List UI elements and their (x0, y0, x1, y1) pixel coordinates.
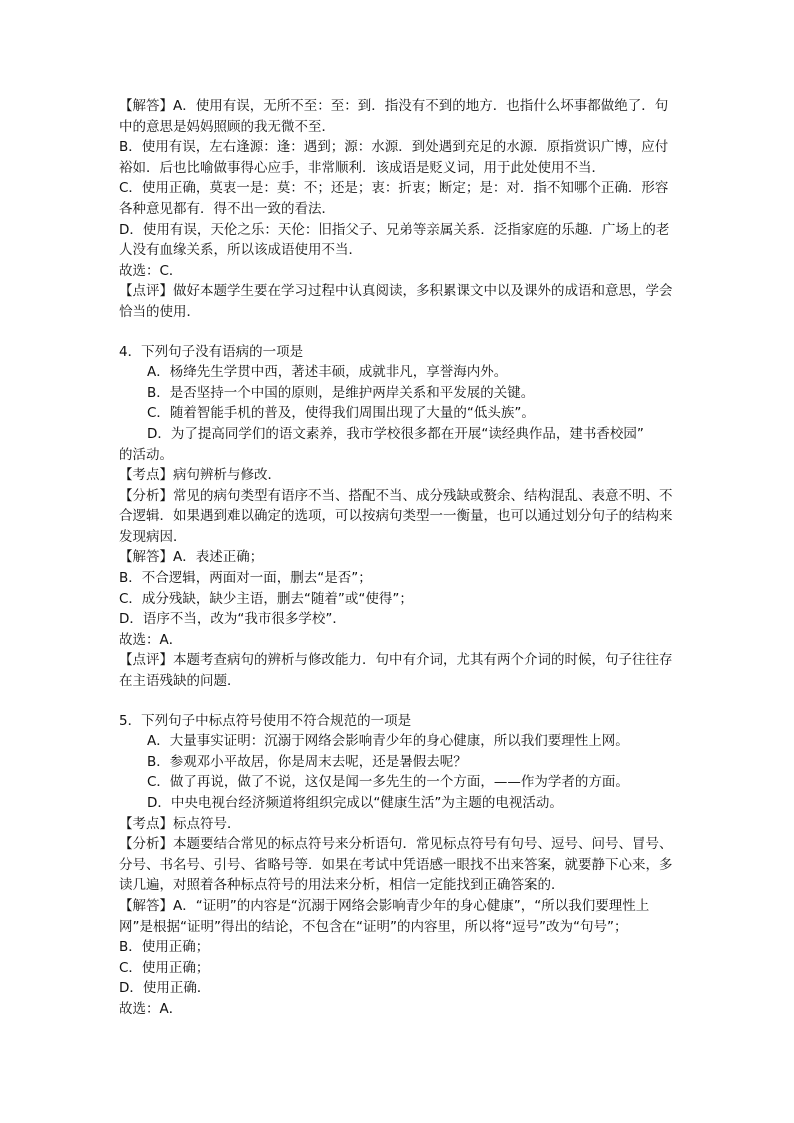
q3-choice: 故选：C． (119, 262, 183, 279)
q5-analysis: 【分析】本题要结合常见的标点符号来分析语句．常见标点符号有句号、逗号、问号、冒号、分号、书名号、引号、省略号等．如果在考试中凭语感一眼找不出来答案，就要静下心来，多读几遍，对照着各种标点符号的用法来分析，相信一定能找到正确答案的． (119, 836, 673, 894)
q5-answer-b: B．使用正确； (119, 939, 210, 956)
q4-point: 【考点】病句辨析与修改． (119, 467, 281, 484)
q4-option-b: B．是否坚持一个中国的原则，是维护两岸关系和平发展的关键。 (147, 384, 535, 401)
q5-stem: 5．下列句子中标点符号使用不符合规范的一项是 (119, 712, 412, 729)
q5-choice: 故选：A． (119, 1000, 183, 1017)
section-gap (119, 323, 679, 342)
q4-stem: 4．下列句子没有语病的一项是 (119, 343, 304, 360)
q3-answer-d: D．使用有误，天伦之乐：天伦：旧指父子、兄弟等亲属关系．泛指家庭的乐趣．广场上的老人没有血缘关系，所以该成语使用不当． (119, 221, 670, 259)
q4-answer-b: B．不合逻辑，两面对一面，删去“是否”； (119, 570, 372, 587)
q4-analysis: 【分析】常见的病句类型有语序不当、搭配不当、成分残缺或赘余、结构混乱、表意不明、不合逻辑．如果遇到难以确定的选项，可以按病句类型一一衡量，也可以通过划分句子的结构来发现病因． (119, 487, 673, 545)
q4-option-d-continuation: 的活动。 (119, 446, 173, 463)
q4-answer-c: C．成分残缺，缺少主语，删去“随着”或“使得”； (119, 590, 413, 607)
q5-option-c: C．做了再说，做了不说，这仅是闻一多先生的一个方面，——作为学者的方面。 (147, 774, 629, 791)
q4-answer-d: D．语序不当，改为“我市很多学校”． (119, 611, 346, 628)
q4-answer-a: 【解答】A．表述正确； (119, 549, 264, 566)
q3-answer-a: 【解答】A．使用有误，无所不至：至：到．指没有不到的地方．也指什么坏事都做绝了．句中的意思是妈妈照顾的我无微不至． (119, 98, 669, 135)
q5-option-a: A．大量事实证明：沉溺于网络会影响青少年的身心健康，所以我们要理性上网。 (147, 733, 629, 750)
q4-choice: 故选：A． (119, 631, 183, 648)
q5-answer-d: D．使用正确． (119, 980, 211, 997)
q5-option-d: D．中央电视台经济频道将组织完成以“健康生活”为主题的电视活动。 (147, 795, 563, 811)
document-page (119, 96, 679, 1020)
q4-comment: 【点评】本题考查病句的辨析与修改能力．句中有介词，尤其有两个介词的时候，句子往往存在主语残缺的问题． (119, 652, 673, 690)
q5-answer-c: C．使用正确； (119, 959, 210, 976)
q5-answer-a: 【解答】A．“证明”的内容是“沉溺于网络会影响青少年的身心健康”，“所以我们要理性上网”是根据“证明”得出的结论，不包含在“证明”的内容里，所以将“逗号”改为“句号”； (119, 897, 650, 935)
q3-comment: 【点评】做好本题学生要在学习过程中认真阅读，多积累课文中以及课外的成语和意思，学会恰当的使用． (119, 283, 673, 320)
section-gap (119, 692, 679, 711)
q3-answer-b: B．使用有误，左右逢源：逢：遇到；源：水源．到处遇到充足的水源．原指赏识广博，应付裕如．后也比喻做事得心应手，非常顺利．该成语是贬义词，用于此处使用不当． (119, 139, 669, 176)
q4-option-c: C．随着智能手机的普及，使得我们周围出现了大量的“低头族”。 (147, 405, 535, 422)
q4-option-a: A．杨绛先生学贯中西，著述丰硕，成就非凡，享誉海内外。 (147, 364, 508, 381)
q5-option-b: B．参观邓小平故居，你是周末去呢，还是暑假去呢？ (147, 753, 467, 770)
q5-point: 【考点】标点符号． (119, 815, 241, 832)
q3-answer-c: C．使用正确，莫衷一是：莫：不；还是；衷：折衷；断定；是：对．指不知哪个正确．形容各种意见都有．得不出一致的看法． (119, 180, 669, 217)
q4-option-d: D．为了提高同学们的语文素养，我市学校很多都在开展“读经典作品，建书香校园” (147, 425, 644, 442)
